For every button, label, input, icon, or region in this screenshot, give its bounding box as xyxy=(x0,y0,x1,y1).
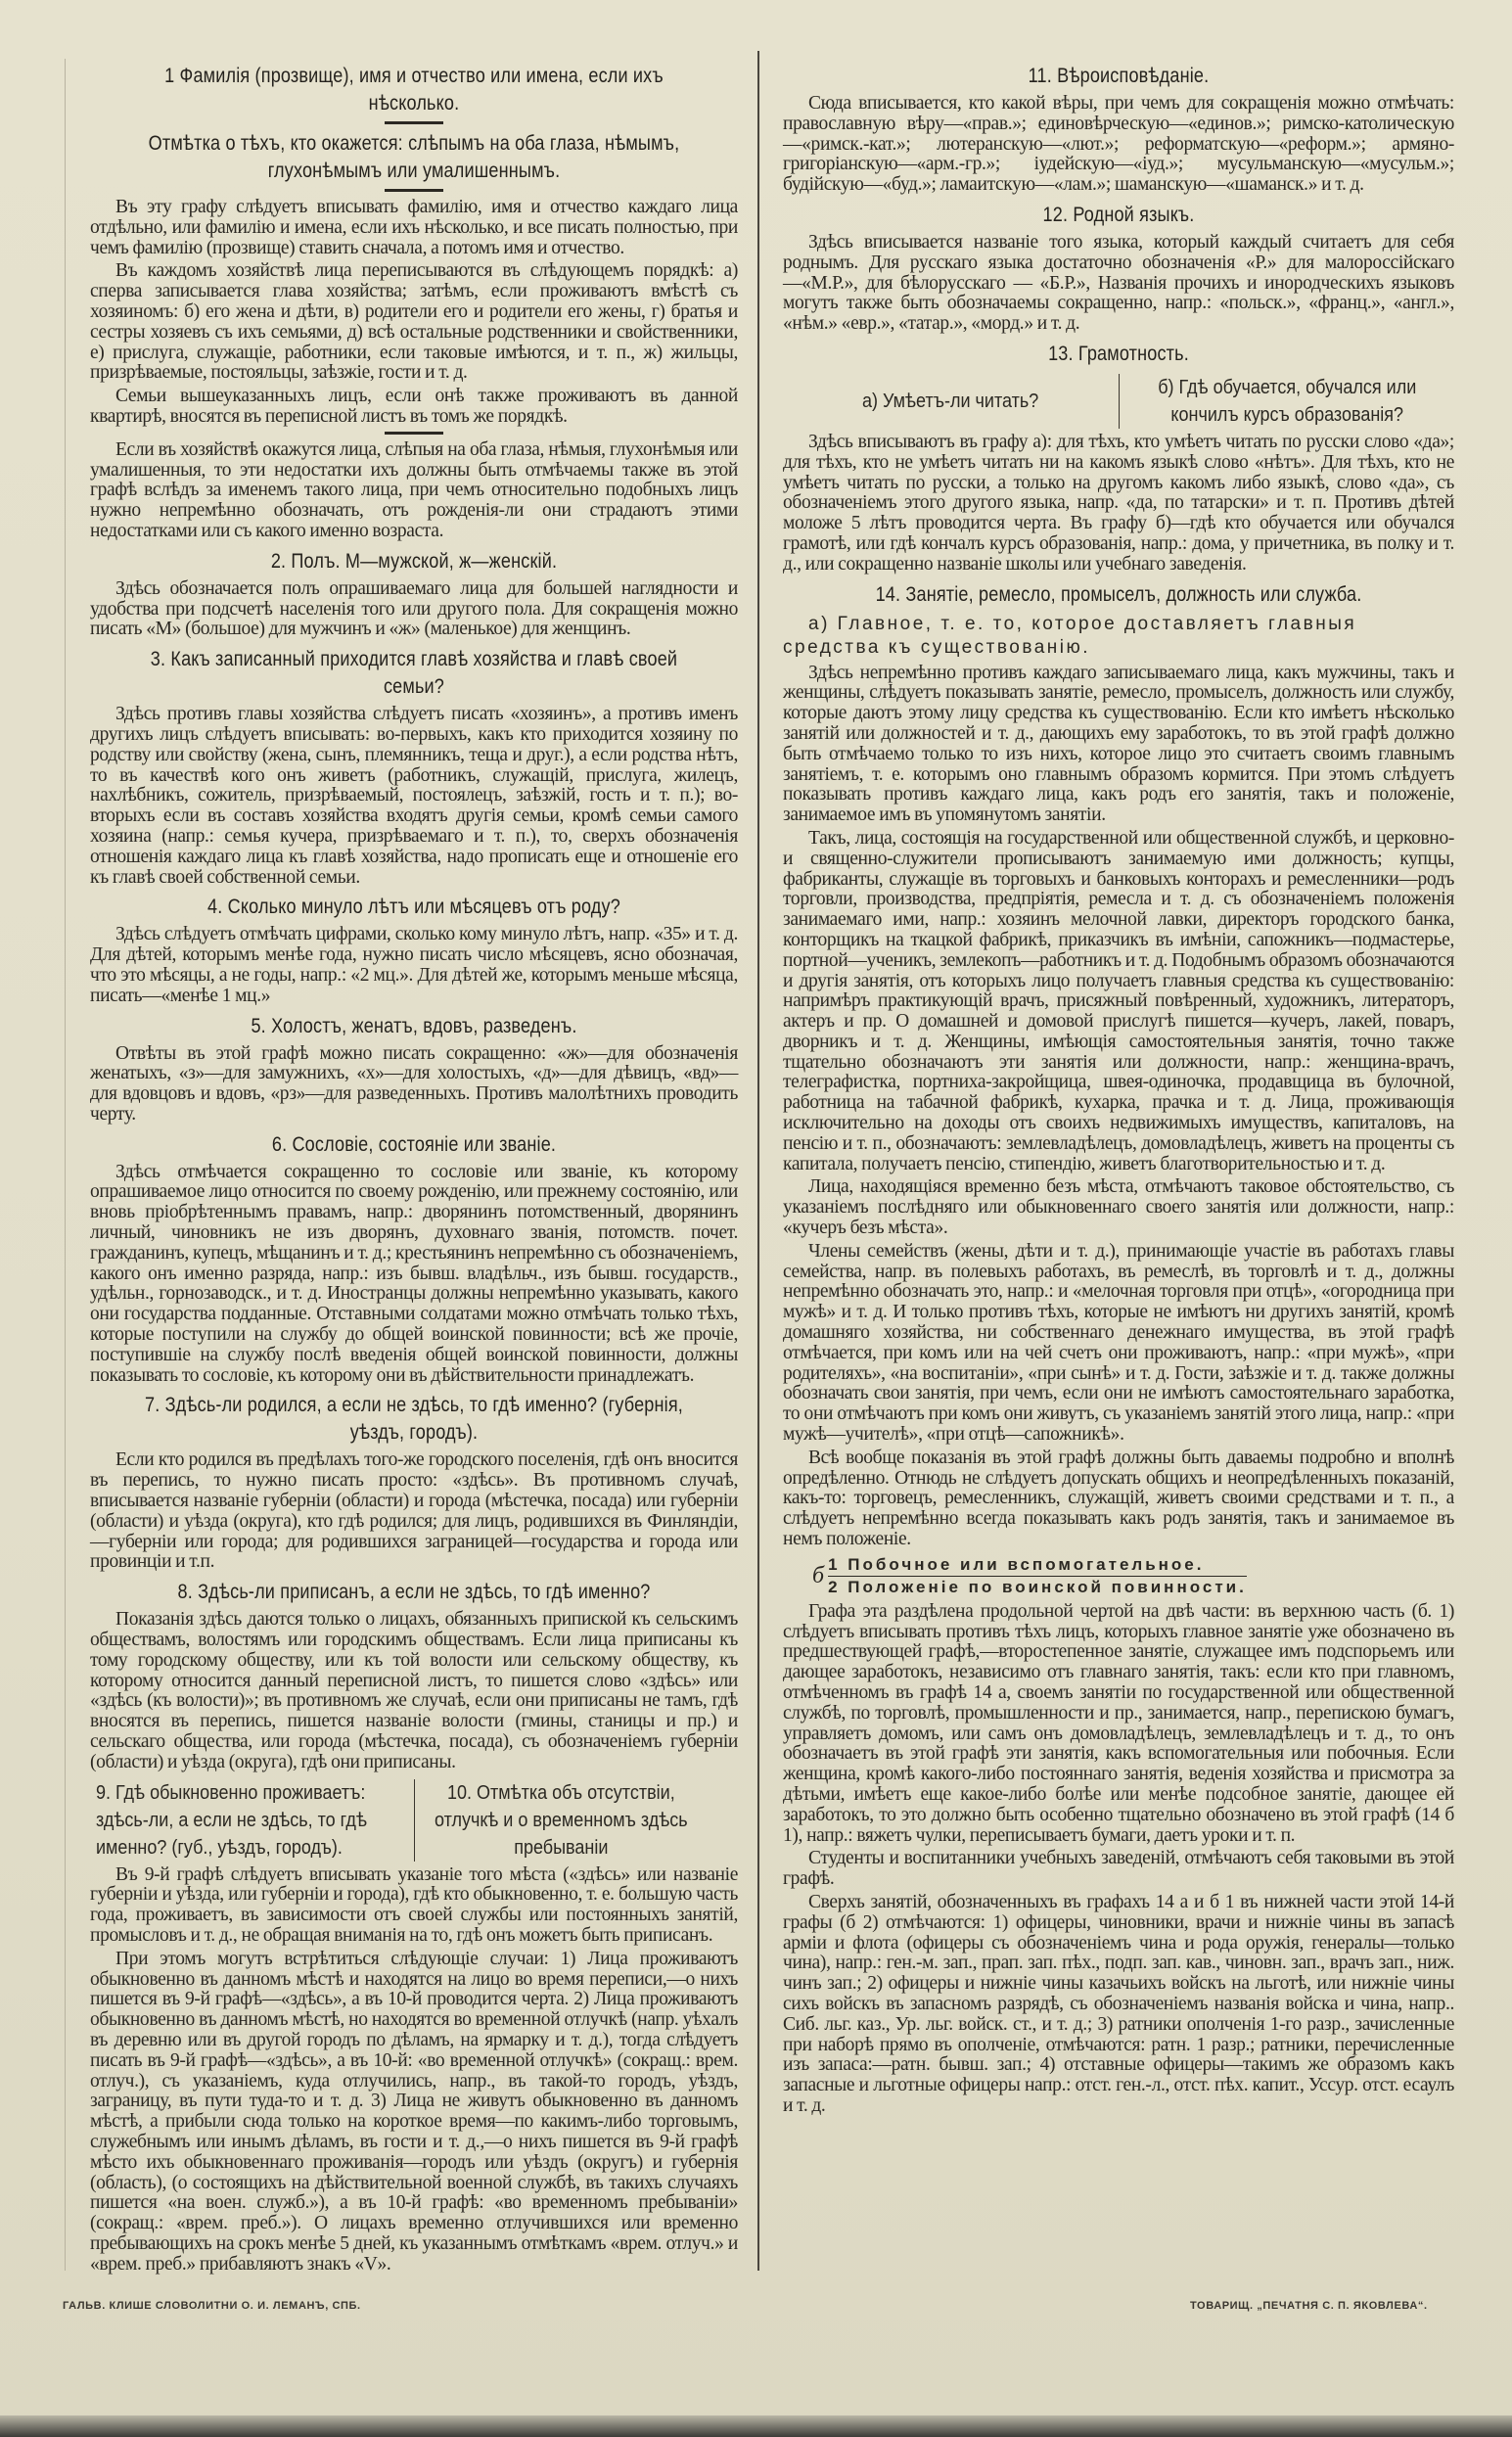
split-heading xyxy=(90,1779,738,1862)
paragraph: Здѣсь вписывается названіе того языка, который каждый считаетъ для себя роднымъ. Для русскаго языка достаточно обозначенія «Р.» для малороссійскаго—«М.Р.», для бѣлорусскаго — «Б.Р.», Названія прочихъ и инородческихъ языковъ могутъ также быть обозначаемы сокращенно, напр.: «польск.», «франц.», «англ.», «нѣм.» «евр.», «татар.», «морд.» и т. д. xyxy=(783,231,1454,335)
printer-imprint-left: ГАЛЬВ. КЛИШЕ СЛОВОЛИТНИ О. И. ЛЕМАНЪ, СПБ. xyxy=(63,2300,361,2312)
section-heading: 8. Здѣсь-ли приписанъ, а если не здѣсь, то гдѣ именно? xyxy=(177,1581,651,1604)
paragraph: Сюда вписывается, кто какой вѣры, при чемъ для сокращенія можно отмѣчать: православную вѣру—«прав.»; единовѣрческую—«единов.»; римско-католическую—«римск.-кат.»; лютеранскую—«лют.»; реформатскую—«реформ.»; армяно-григоріанскую—«арм.-гр.»; іудейскую—«іуд.»; мусульманскую—«мусульм.»; будійскую—«буд.»; ламаитскую—«лам.»; шаманскую—«шаманск.» и т. д. xyxy=(783,93,1454,196)
column-b-part-2: 2 Положеніе по воинской повинности. xyxy=(828,1577,1247,1596)
section-heading: 1 Фамилія (прозвище), имя и отчество или имена, если ихъ нѣсколько. xyxy=(164,65,664,115)
column-divider xyxy=(757,51,759,2271)
paragraph: Здѣсь обозначается полъ опрашиваемаго лица для большей наглядности и удобства при подсчетѣ населенія того или другого пола. Для сокращенія можно писать «М» (большое) для мужчинъ и «ж» (маленькое) для женщинъ. xyxy=(90,577,738,640)
section-heading: 2. Полъ. М—мужской, ж—женскій. xyxy=(270,549,558,573)
heading-rule xyxy=(385,121,443,124)
paragraph: Въ 9-й графѣ слѣдуетъ вписывать указаніе того мѣста («здѣсь» или названіе губерніи и уѣзда, или губерніи и города), гдѣ кто обыкновенно, т. е. большую часть года, проживаетъ, въ зависимости отъ своей службы или постоянныхъ занятій, промысловъ и т. д., не обращая вниманія на то, гдѣ онъ можетъ быть приписанъ. xyxy=(90,1863,738,1946)
printer-imprint-right: ТОВАРИЩ. „ПЕЧАТНЯ С. П. ЯКОВЛЕВА“. xyxy=(1190,2300,1428,2312)
heading-rule xyxy=(385,432,443,435)
paragraph: Здѣсь противъ главы хозяйства слѣдуетъ писать «хозяинъ», а противъ именъ другихъ лицъ слѣдуетъ вписывать: во-первыхъ, какъ кто приходится хозяину по родству или свойству (жена, сынъ, племянникъ, теща и друг.), а если родства нѣтъ, то въ качествѣ кого онъ живетъ (работникъ, служащій, прислуга, жилецъ, нахлѣбникъ, сожитель, призрѣваемый, постоялецъ, заѣзжій, гость и т. п.); во-вторыхъ если въ составъ хозяйства входятъ другія семьи, кромѣ семьи самого хозяина (напр.: семья кучера, призрѣваемаго и т. п.), то, сверхъ обозначенія отношенія каждаго лица къ главѣ хозяйства, надо прописать еще и отношеніе его къ главѣ своей собственной семьи. xyxy=(90,704,738,888)
right-column xyxy=(783,57,1454,2120)
split-heading xyxy=(783,374,1454,429)
paragraph: Студенты и воспитанники учебныхъ заведеній, отмѣчаютъ себя таковыми въ этой графѣ. xyxy=(783,1848,1454,1890)
section-heading: 13. Грамотность. xyxy=(1048,342,1189,365)
section-heading: 6. Сословіе, состояніе или званіе. xyxy=(271,1132,557,1156)
column-letter: б xyxy=(812,1562,825,1588)
paragraph: Здѣсь отмѣчается сокращенно то сословіе или званіе, къ которому опрашиваемое лицо относится по своему рожденію, или прежнему состоянію, или вновь пріобрѣтеннымъ правамъ, напр.: дворянинъ потомственный, дворянинъ личный, чиновникъ не изъ дворянъ, духовнаго званія, потомств. почет. гражданинъ, купецъ, мѣщанинъ и т. д.; крестьянинъ непремѣнно съ обозначеніемъ, какого онъ именно разряда, напр.: изъ бывш. владѣльч., изъ бывш. государств., удѣльн., горнозаводск., и т. д. Иностранцы должны непремѣнно указывать, какого они государства подданные. Отставными солдатами можно отмѣчать только тѣхъ, которые поступили на службу до общей воинской повинности; всѣ же прочіе, поступившіе на службу послѣ введенія общей воинской повинности, должны показывать то сословіе, къ которому они въ дѣйствительности принадлежатъ. xyxy=(90,1161,738,1386)
section-heading: 4. Сколько минуло лѣтъ или мѣсяцевъ отъ роду? xyxy=(207,896,620,919)
paragraph: Здѣсь непремѣнно противъ каждаго записываемаго лица, какъ мужчины, такъ и женщины, слѣдуетъ показывать занятіе, ремесло, промыселъ, должность или службу, которые даютъ этому лицу средства къ существованію. Если кто имѣетъ нѣсколько занятій или должностей и т. д., дающихъ ему заработокъ, то въ этой графѣ должно быть отмѣчаемо только то изъ нихъ, которое лицо это считаетъ своимъ главнымъ занятіемъ, т. е. которымъ оно главнымъ образомъ кормится. При этомъ слѣдуетъ показывать противъ каждаго лица, какъ родъ его занятія, такъ и положеніе, занимаемое имъ въ упомянутомъ занятіи. xyxy=(783,662,1454,826)
paragraph: Семьи вышеуказанныхъ лицъ, если онѣ также проживаютъ въ данной квартирѣ, вносятся въ переписной листъ въ томъ же порядкѣ. xyxy=(90,386,738,427)
section-heading: 11. Вѣроисповѣданіе. xyxy=(1028,65,1210,87)
heading-rule xyxy=(385,189,443,192)
paragraph: Показанія здѣсь даются только о лицахъ, обязанныхъ припиской къ сельскимъ обществамъ, волостямъ или городскимъ обществамъ. Если лица приписаны къ тому городскому обществу, или къ той волости или сельскому обществу, къ которому относится данный переписной листъ, то пишется слово «здѣсь» или «здѣсь (къ волости)»; въ противномъ же случаѣ, если они приписаны не тамъ, гдѣ вносятся въ перепись, пишется названіе волости (гмины, станицы и пр.) и сельскаго общества, или города (мѣстечка, посада), съ обозначеніемъ губерніи (области) и уѣзда (округа), гдѣ они приписаны. xyxy=(90,1609,738,1772)
paragraph: Если кто родился въ предѣлахъ того-же городского поселенія, гдѣ онъ вносится въ перепись, то нужно писать просто: «здѣсь». Въ противномъ случаѣ, вписывается названіе губерніи (области) и города (мѣстечка, посада) или губерніи (области) и уѣзда (округа), кто гдѣ родился; для лицъ, родившихся въ Финляндіи,—губерніи или города; для родившихся заграницей—государства и города или провинціи и т.п. xyxy=(90,1449,738,1573)
paragraph: При этомъ могутъ встрѣтиться слѣдующіе случаи: 1) Лица проживаютъ обыкновенно въ данномъ мѣстѣ и находятся на лицо во время переписи,—о нихъ пишется въ 9-й графѣ—«здѣсь», а въ 10-й проводится черта. 2) Лица проживаютъ обыкновенно въ данномъ мѣстѣ, но находятся во временной отлучкѣ (напр. уѣхалъ въ деревню или въ другой городъ по дѣламъ, на ярмарку и т. д.), тогда слѣдуетъ писать въ 9-й графѣ—«здѣсь», а въ 10-й: «во временной отлучкѣ» (сокращ.: врем. отлуч.), съ указаніемъ, куда отлучились, напр., въ такой-то городъ, уѣздъ, заграницу, въ пути туда-то и т. д. 3) Лица не живутъ обыкновенно въ данномъ мѣстѣ, а прибыли сюда только на короткое время—по какимъ-либо торговымъ, служебнымъ или инымъ дѣламъ, въ гости и т. д.,—о нихъ пишется въ 9-й графѣ мѣсто ихъ обыкновеннаго проживанія—городъ или уѣздъ (округъ) и губернія (область), (о состоящихъ на дѣйствительной военной службѣ, въ такихъ случаяхъ пишется «на воен. служб.»), а въ 10-й графѣ: «во временномъ пребываніи» (сокращ.: «врем. преб.»). О лицахъ временно отлучившихся или временно пребывающихъ на срокъ менѣе 5 дней, къ указаннымъ отмѣткамъ «врем. отлуч.» и «врем. преб.» прибавляютъ знакъ «V». xyxy=(90,1948,738,2275)
paragraph: Члены семействъ (жены, дѣти и т. д.), принимающіе участіе въ работахъ главы семейства, напр. въ полевыхъ работахъ, въ ремеслѣ, въ торговлѣ и т. д., должны непремѣнно обозначать это, напр.: и «мелочная торговля при отцѣ», «огородница при мужѣ» и т. д. И только противъ тѣхъ, которые не имѣютъ ни другихъ занятій, кромѣ домашняго хозяйства, ни собственнаго денежнаго имущества, въ этой графѣ отмѣчается, при комъ или на чей счетъ они проживаютъ, напр.: «при мужѣ», «при родителяхъ», «на воспитаніи», «при сынѣ» и т. д. Гости, заѣзжіе и т. д. также должны обозначать свои занятія, при чемъ, если они не имѣютъ самостоятельнаго заработка, то они отмѣчаютъ при комъ они живутъ, съ указаніемъ занятій этого лица, напр.: «при мужѣ—учителѣ», «при отцѣ—сапожникѣ». xyxy=(783,1240,1454,1446)
page-bottom-edge xyxy=(0,2415,1512,2437)
section-heading: 3. Какъ записанный приходится главѣ хозяйства и главѣ своей семьи? xyxy=(150,648,678,699)
paragraph: Графа эта раздѣлена продольной чертой на двѣ части: въ верхнюю часть (б. 1) слѣдуетъ вписывать противъ тѣхъ лицъ, которыхъ главное занятіе уже обозначено въ предшествующей графѣ,—второстепенное занятіе, служащее имъ подспорьемъ или дающее заработокъ, независимо отъ главнаго занятія, такъ: если кто при главномъ, отмѣченномъ въ графѣ 14 а, своемъ занятіи по государственной или общественной службѣ, по торговлѣ, промышленности и пр., занимается, напр., перепискою бумагъ, управляетъ домомъ, или самъ онъ домовладѣлецъ, землевладѣлецъ и т. д., то онъ обозначаетъ въ этой графѣ эти занятія, какъ вспомогательныя или побочныя. Если женщина, кромѣ какого-либо постояннаго занятія, веденія хозяйства и присмотра за дѣтьми, имѣетъ еще какое-либо болѣе или менѣе подсобное занятіе, дающее ей заработокъ, то это должно быть особенно тщательно обозначено въ этой графѣ (14 б 1), напр.: вяжетъ чулки, переписываетъ бумаги, даетъ уроки и т. п. xyxy=(783,1600,1454,1846)
paragraph: Такъ, лица, состоящія на государственной или общественной службѣ, и церковно-и священно-служители прописываютъ занимаемую ими должность; купцы, фабриканты, служащіе въ торговыхъ и банковыхъ конторахъ и ремесленники—родъ торговли, производства, предпріятія, ремесла и т. д. съ обозначеніемъ положенія занимаемаго ими, напр.: хозяинъ мелочной лавки, директоръ городского банка, конторщикъ на ткацкой фабрикѣ, приказчикъ въ имѣніи, сапожникъ—подмастерье, портной—ученикъ, землекопъ—работникъ и т. д. Подобнымъ образомъ обозначаются и другія занятія, отъ которыхъ лицо получаетъ главныя средства къ существованію: напримѣръ практикующій врачъ, присяжный повѣренный, художникъ, литераторъ, актеръ и пр. О домашней и домовой прислугѣ пишется—кучеръ, лакей, поваръ, дворникъ и т. д. Женщины, имѣющія самостоятельныя занятія, точно также тщательно обозначаютъ эти занятія или должности, напр.: женщина-врачъ, телеграфистка, портниха-закройщица, швея-одиночка, продавщица въ булочной, работница на табачной фабрикѣ, кухарка, прачка и т. д. Лица, проживающія исключительно на доходы отъ своихъ недвижимыхъ имуществъ, капиталовъ, на пенсію и т. п., обозначаютъ: землевладѣлецъ, домовладѣлецъ, живетъ на проценты съ капитала, получаетъ пенсію, стипендію, живетъ благотворительностью и т. д. xyxy=(783,827,1455,1174)
split-heading-right xyxy=(1120,374,1455,429)
paragraph: Здѣсь слѣдуетъ отмѣчать цифрами, сколько кому минуло лѣтъ, напр. «35» и т. д. Для дѣтей, которымъ менѣе года, нужно писать число мѣсяцевъ, ясно обозначая, что это мѣсяцы, а не годы, напр.: «2 мц.». Для дѣтей же, которымъ меньше мѣсяца, писать—«менѣе 1 мц.» xyxy=(90,924,738,1006)
left-column xyxy=(90,57,738,2278)
split-heading-text: 9. Гдѣ обыкновенно проживаетъ: здѣсь-ли, а если не здѣсь, то гдѣ именно? (губ., уѣздъ, городъ). xyxy=(96,1781,367,1859)
paragraph: Отвѣты въ этой графѣ можно писать сокращенно: «ж»—для обозначенія женатыхъ, «з»—для замужнихъ, «х»—для холостыхъ, «д»—для дѣвицъ, «вд»—для вдовцовъ и вдовъ, «рз»—для разведенныхъ. Противъ малолѣтнихъ проводить черту. xyxy=(90,1042,738,1125)
paragraph: Здѣсь вписываютъ въ графу а): для тѣхъ, кто умѣетъ читать по русски слово «да»; для тѣхъ, кто не умѣетъ читать ни на какомъ языкѣ слово «нѣтъ». Для тѣхъ, кто не умѣетъ читать по русски, а только на другомъ какомъ либо языкѣ, слово «да», съ обозначеніемъ этого другого языка, напр. «да, по татарски» и т. п. Противъ дѣтей моложе 5 лѣтъ проводится черта. Въ графу б)—гдѣ кто обучается или обучался грамотѣ, или гдѣ кончалъ курсъ образованія, напр.: дома, у причетника, въ полку и т. д., или сокращенно названіе школы или учебнаго заведенія. xyxy=(783,431,1454,575)
section-heading: Отмѣтка о тѣхъ, кто окажется: слѣпымъ на оба глаза, нѣмымъ, глухонѣмымъ или умалишеннымъ. xyxy=(148,132,680,182)
split-heading-left xyxy=(783,374,1120,429)
subsection-heading: а) Главное, т. е. то, которое доставляетъ главныя средства къ существованію. xyxy=(783,613,1357,658)
paragraph: Въ эту графу слѣдуетъ вписывать фамилію, имя и отчество каждаго лица отдѣльно, или фамилію и имена, если ихъ нѣсколько, и все писать полностью, при чемъ фамилію (прозвище) ставить сначала, а потомъ имя и отчество. xyxy=(90,197,738,258)
column-b-parts xyxy=(828,1554,1247,1598)
split-heading-text: б) Гдѣ обучается, обучался или кончилъ курсъ образованія? xyxy=(1157,376,1416,426)
section-heading: 12. Родной языкъ. xyxy=(1042,203,1195,226)
split-heading-text: а) Умѣетъ-ли читать? xyxy=(862,390,1039,412)
split-heading-left xyxy=(90,1779,415,1862)
paragraph: Сверхъ занятій, обозначенныхъ въ графахъ 14 а и б 1 въ нижней части этой 14-й графы (б 2) отмѣчаются: 1) офицеры, чиновники, врачи и нижніе чины въ запасѣ арміи и флота (офицеры съ обозначеніемъ чина и рода оружія, генералы—только чина), напр.: ген.-м. зап., прап. зап. пѣх., подп. зап. кав., чиновн. зап., врачъ зап., ниж. чинъ зап.; 2) офицеры и нижніе чины казачьихъ войскъ на льготѣ, или нижніе чины сихъ войскъ въ запасномъ разрядѣ, съ обозначеніемъ названія войска и чина, напр.. Сиб. льг. каз., Ур. льг. войск. ст., и т. д.; 3) ратники ополченія 1-го разр., зачисленные при наборѣ прямо въ ополченіе, отмѣчаются: ратн. 1 разр.; ратники, перечисленные изъ запаса:—ратн. бывш. зап.; 4) отставные офицеры—такимъ же образомъ какъ запасные и льготные офицеры напр.: отст. ген.-л., отст. пѣх. капит., Уссур. отст. есаулъ и т. д. xyxy=(783,1891,1454,2116)
section-heading: 7. Здѣсь-ли родился, а если не здѣсь, то гдѣ именно? (губернія, уѣздъ, городъ). xyxy=(145,1394,683,1445)
page-border-line xyxy=(65,59,66,2271)
paragraph: Всѣ вообще показанія въ этой графѣ должны быть даваемы подробно и вполнѣ опредѣленно. Отнюдь не слѣдуетъ допускать общихъ и неопредѣленныхъ показаній, какъ-то: торговецъ, ремесленникъ, служащій, живетъ своими средствами и т. п., а слѣдуетъ непремѣнно всегда показывать какъ родъ занятія, такъ и занимаемое въ немъ положеніе. xyxy=(783,1447,1454,1550)
column-b-label xyxy=(812,1554,1454,1598)
split-heading-text: 10. Отмѣтка объ отсутствіи, отлучкѣ и о временномъ здѣсь пребываніи xyxy=(434,1781,688,1859)
paragraph: Если въ хозяйствѣ окажутся лица, слѣпыя на оба глаза, нѣмыя, глухонѣмыя или умалишенныя, то эти недостатки ихъ должны быть отмѣчаемы также въ этой графѣ вслѣдъ за именемъ такого лица, при чемъ относительно подобныхъ лицъ нужно непремѣнно обозначать, отъ рожденія-ли они страдаютъ этими недостатками или съ какого именно возраста. xyxy=(90,438,738,541)
split-heading-right xyxy=(415,1779,739,1862)
paragraph: Лица, находящіяся временно безъ мѣста, отмѣчаютъ таковое обстоятельство, съ указаніемъ послѣдняго или обыкновеннаго своего занятія или должности, напр.: «кучеръ безъ мѣста». xyxy=(783,1176,1454,1239)
column-b-part-1: 1 Побочное или вспомогательное. xyxy=(828,1554,1247,1577)
section-heading: 5. Холостъ, женатъ, вдовъ, разведенъ. xyxy=(251,1014,577,1037)
section-heading: 14. Занятіе, ремесло, промыселъ, должность или служба. xyxy=(875,582,1362,606)
paragraph: Въ каждомъ хозяйствѣ лица переписываются въ слѣдующемъ порядкѣ: а) сперва записывается глава хозяйства; затѣмъ, если проживаютъ вмѣстѣ съ хозяиномъ: б) его жена и дѣти, в) родители его и родители его жены, г) братья и сестры хозяевъ съ ихъ семьями, д) всѣ остальные родственники и свойственники, е) прислуга, служащіе, работники, если таковые имѣются, и т. п., ж) жильцы, призрѣваемые, постояльцы, заѣзжіе, гости и т. д. xyxy=(90,260,738,384)
